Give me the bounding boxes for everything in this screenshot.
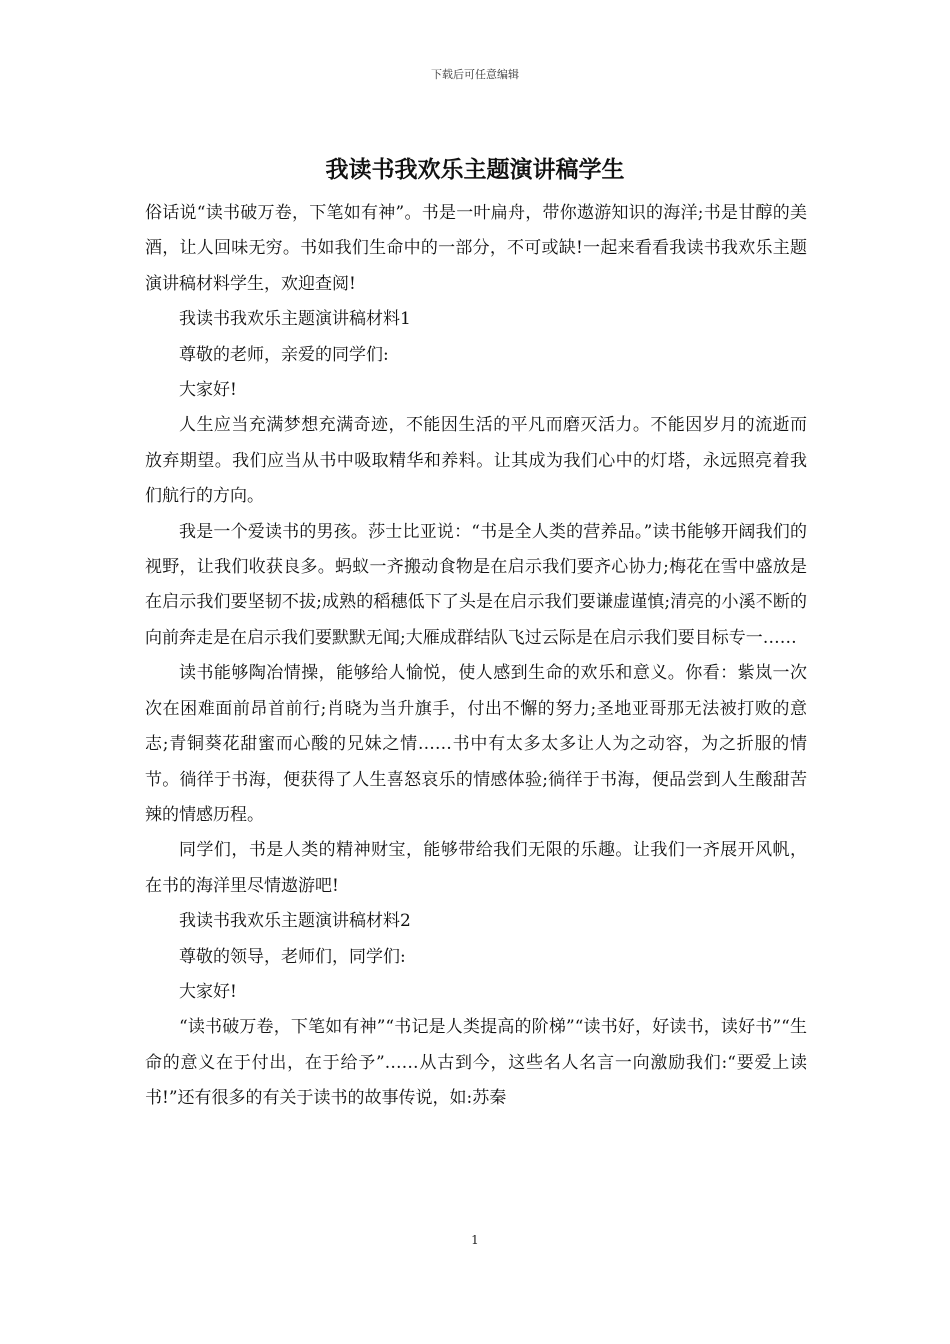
body-paragraph: 人生应当充满梦想充满奇迹，不能因生活的平凡而磨灭活力。不能因岁月的流逝而放弃期望。我们应当从书中吸取精华和养料。让其成为我们心中的灯塔，永远照亮着我们航行的方向。 <box>145 415 807 507</box>
intro-paragraph: 俗话说“读书破万卷，下笔如有神”。书是一叶扁舟，带你遨游知识的海洋;书是甘醇的美酒，让人回味无穷。书如我们生命中的一部分，不可或缺!一起来看看我读书我欢乐主题演讲稿材料学生，欢迎查阅! <box>145 203 807 294</box>
salutation: 尊敬的领导，老师们，同学们: <box>179 946 406 967</box>
salutation: 尊敬的老师，亲爱的同学们: <box>179 344 389 365</box>
document-title: 我读书我欢乐主题演讲稿学生 <box>325 156 625 183</box>
body-paragraph: 我是一个爱读书的男孩。莎士比亚说：“书是全人类的营养品。”读书能够开阔我们的视野，让我们收获良多。蚂蚁一齐搬动食物是在启示我们要齐心协力;梅花在雪中盛放是在启示我们要坚韧不拔;成熟的稻穗低下了头是在启示我们要谦虚谨慎;清亮的小溪不断的向前奔走是在启示我们要默默无闻;大雁成群结队飞过云际是在启示我们要目标专一…… <box>145 521 807 648</box>
section-heading: 我读书我欢乐主题演讲稿材料2 <box>179 911 411 932</box>
body-paragraph: “读书破万卷，下笔如有神”“书记是人类提高的阶梯”“读书好，好读书，读好书”“生命的意义在于付出，在于给予”……从古到今，这些名人名言一向激励我们:“要爱上读书!”还有很多的有关于读书的故事传说，如:苏秦 <box>145 1017 807 1109</box>
section-heading: 我读书我欢乐主题演讲稿材料1 <box>179 309 411 330</box>
document-body <box>145 196 807 1117</box>
page-number: 1 <box>471 1233 479 1247</box>
body-paragraph: 读书能够陶冶情操，能够给人愉悦，使人感到生命的欢乐和意义。你看：紫岚一次次在困难面前昂首前行;肖晓为当升旗手，付出不懈的努力;圣地亚哥那无法被打败的意志;青铜葵花甜蜜而心酸的兄妹之情……书中有太多太多让人为之动容，为之折服的情节。徜徉于书海，便获得了人生喜怒哀乐的情感体验;徜徉于书海，便品尝到人生酸甜苦辣的情感历程。 <box>145 663 807 825</box>
greeting: 大家好! <box>179 981 237 1002</box>
greeting: 大家好! <box>179 380 237 401</box>
page-header: 下载后可任意编辑 <box>431 68 519 81</box>
body-paragraph: 同学们，书是人类的精神财宝，能够带给我们无限的乐趣。让我们一齐展开风帆，在书的海洋里尽情遨游吧! <box>145 840 807 896</box>
